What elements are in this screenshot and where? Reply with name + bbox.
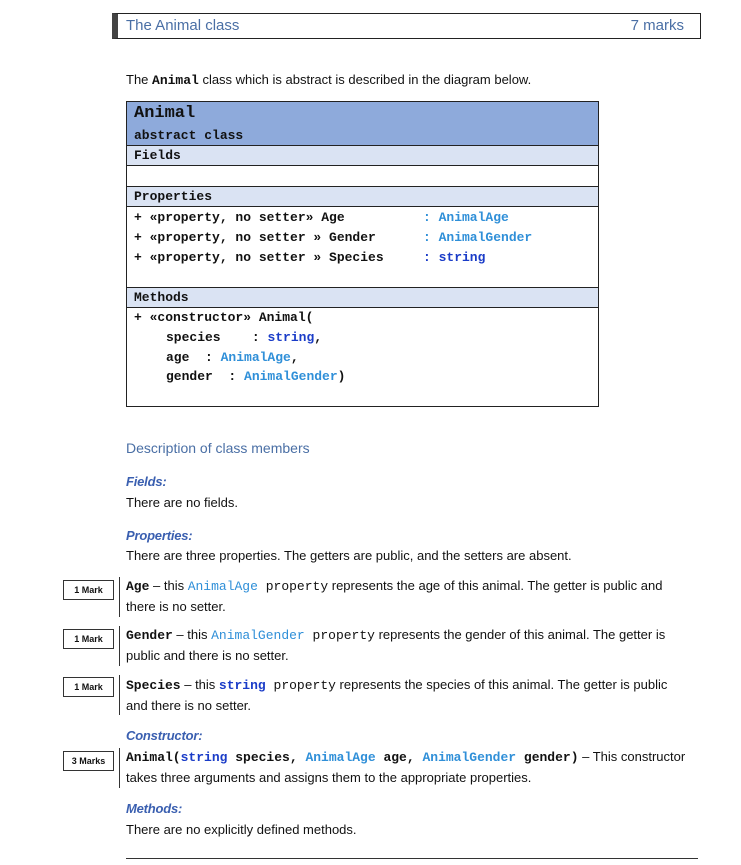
mark-badge: 3 Marks — [63, 751, 114, 771]
param-name: age — [166, 350, 206, 365]
ctor-type: AnimalAge — [305, 750, 376, 765]
properties-subtitle: Properties: — [126, 528, 193, 543]
methods-subtitle: Methods: — [126, 801, 183, 816]
param-suffix: ) — [337, 369, 346, 384]
param-type: string — [267, 330, 315, 345]
properties-text: There are three properties. The getters are public, and the setters are absent. — [126, 548, 572, 563]
gender-rest: represents the gender of this animal. The getter is public and there is no setter. — [126, 627, 666, 663]
fields-text: There are no fields. — [126, 495, 239, 510]
ctor-open: Animal( — [126, 750, 181, 765]
gender-description — [126, 625, 691, 666]
age-type: AnimalAge — [187, 579, 258, 594]
intro-class-name: Animal — [152, 73, 199, 88]
species-description — [126, 675, 691, 716]
intro-before: The — [126, 72, 153, 87]
param-name: species — [166, 330, 252, 345]
intro-after: class which is abstract is described in the diagram below. — [198, 72, 532, 87]
section-header — [112, 13, 701, 39]
uml-class-name: Animal — [134, 104, 196, 123]
uml-properties-label: Properties — [134, 189, 213, 204]
ctor-param: gender) — [516, 750, 579, 765]
age-dash: – this — [149, 578, 188, 593]
param-colon: : — [228, 369, 245, 384]
uml-properties-header — [127, 187, 598, 207]
uml-param — [166, 369, 345, 384]
description-heading: Description of class members — [126, 440, 310, 456]
uml-methods-header — [127, 288, 598, 308]
ctor-rest: – This constructor takes three arguments and assigns them to the appropriate properties. — [126, 749, 686, 785]
gender-dash: – this — [172, 627, 212, 642]
uml-property-sig: + «property, no setter » Species — [134, 250, 384, 265]
constructor-subtitle: Constructor: — [126, 728, 203, 743]
param-type: AnimalGender — [244, 369, 338, 384]
gender-type: AnimalGender — [211, 628, 305, 643]
uml-stereotype: abstract class — [134, 128, 244, 143]
gender-name: Gender — [126, 628, 173, 643]
uml-property-type: : string — [423, 250, 486, 265]
age-name: Age — [126, 579, 150, 594]
param-colon: : — [251, 330, 268, 345]
ctor-type: string — [180, 750, 228, 765]
mark-badge: 1 Mark — [63, 580, 114, 600]
uml-param — [166, 350, 299, 365]
uml-property-type: : AnimalAge — [423, 210, 509, 225]
age-description — [126, 576, 691, 617]
param-type: AnimalAge — [220, 350, 291, 365]
uml-methods-label: Methods — [134, 290, 189, 305]
ctor-type: AnimalGender — [422, 750, 517, 765]
gender-word: property — [304, 628, 375, 643]
param-suffix: , — [290, 350, 299, 365]
species-word: property — [265, 678, 336, 693]
ctor-param: age, — [375, 750, 423, 765]
section-title: The Animal class — [126, 17, 240, 34]
uml-name-box — [127, 102, 598, 146]
species-rest: represents the species of this animal. The getter is public and there is no setter. — [126, 677, 668, 713]
mark-bar — [119, 626, 120, 666]
uml-fields-header — [127, 146, 598, 166]
uml-class-diagram — [126, 101, 599, 407]
species-name: Species — [126, 678, 181, 693]
age-rest: represents the age of this animal. The getter is public and there is no setter. — [126, 578, 663, 614]
uml-param — [166, 330, 322, 345]
uml-fields-label: Fields — [134, 148, 181, 163]
species-type: string — [218, 678, 266, 693]
species-dash: – this — [180, 677, 219, 692]
methods-text: There are no explicitly defined methods. — [126, 822, 357, 837]
mark-bar — [119, 577, 120, 617]
mark-bar — [119, 675, 120, 715]
section-marks: 7 marks — [630, 17, 684, 34]
param-colon: : — [205, 350, 221, 365]
fields-subtitle: Fields: — [126, 474, 167, 489]
mark-badge: 1 Mark — [63, 629, 114, 649]
ctor-param: species, — [227, 750, 306, 765]
age-word: property — [257, 579, 329, 594]
uml-constructor-line: + «constructor» Animal( — [134, 310, 314, 325]
uml-property-type: : AnimalGender — [423, 230, 533, 245]
intro-text — [126, 72, 531, 88]
mark-bar — [119, 748, 120, 788]
mark-badge: 1 Mark — [63, 677, 114, 697]
param-suffix: , — [314, 330, 323, 345]
constructor-description — [126, 747, 691, 788]
param-name: gender — [166, 369, 229, 384]
uml-property-sig: + «property, no setter » Gender — [134, 230, 376, 245]
uml-property-sig: + «property, no setter» Age — [134, 210, 345, 225]
footer-rule — [126, 858, 698, 859]
